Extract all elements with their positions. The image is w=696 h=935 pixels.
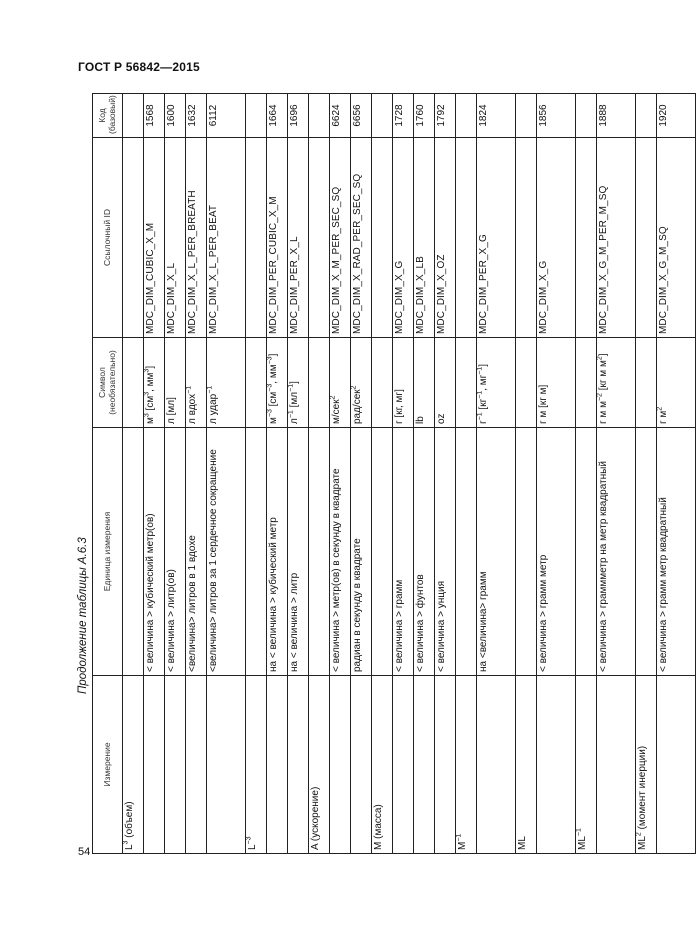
dimension-description: (объем) xyxy=(124,801,135,841)
cell-ref-id: MDC_DIM_X_G_M_PER_M_SQ xyxy=(597,138,636,338)
dimension-base: L xyxy=(124,844,135,850)
table-row xyxy=(372,94,393,854)
cell-dimension xyxy=(351,676,372,854)
table-row xyxy=(144,94,165,854)
cell-unit xyxy=(372,428,393,676)
table-row xyxy=(435,94,456,854)
cell-ref-id xyxy=(576,138,597,338)
cell-code: 1696 xyxy=(288,94,309,138)
cell-dimension xyxy=(246,676,267,854)
rotated-table-container xyxy=(92,94,669,854)
cell-unit: < величина > грамм xyxy=(393,428,414,676)
cell-symbol: л удар$^{-1}$ xyxy=(207,338,246,428)
cell-symbol: г [кг, мг] xyxy=(393,338,414,428)
cell-symbol xyxy=(636,338,657,428)
cell-ref-id xyxy=(456,138,477,338)
cell-unit: на <величина> грамм xyxy=(477,428,516,676)
table-row xyxy=(477,94,516,854)
cell-ref-id xyxy=(123,138,144,338)
cell-ref-id: MDC_DIM_X_G xyxy=(393,138,414,338)
cell-ref-id: MDC_DIM_X_M_PER_SEC_SQ xyxy=(330,138,351,338)
cell-symbol: рад/сек$^2$ xyxy=(351,338,372,428)
cell-code: 1856 xyxy=(537,94,576,138)
table-row xyxy=(657,94,696,854)
cell-code: 1728 xyxy=(393,94,414,138)
dimension-exponent: −1 xyxy=(455,833,463,842)
cell-symbol: л [мл] xyxy=(165,338,186,428)
table-row xyxy=(597,94,636,854)
cell-ref-id: MDC_DIM_X_L_PER_BEAT xyxy=(207,138,246,338)
cell-ref-id: MDC_DIM_X_RAD_PER_SEC_SQ xyxy=(351,138,372,338)
cell-code xyxy=(123,94,144,138)
dimension-base: ML xyxy=(517,836,528,850)
cell-unit xyxy=(636,428,657,676)
cell-code: 1632 xyxy=(186,94,207,138)
cell-symbol xyxy=(309,338,330,428)
cell-symbol xyxy=(456,338,477,428)
cell-ref-id: MDC_DIM_PER_X_G xyxy=(477,138,516,338)
dimension-base: ML xyxy=(637,836,648,850)
table-row xyxy=(537,94,576,854)
dimension-exponent: −1 xyxy=(575,828,583,837)
cell-symbol: $л^{-1}$ $[мл^{-1}]$ xyxy=(288,338,309,428)
cell-code xyxy=(456,94,477,138)
column-header-ref-id: Ссылочный ID xyxy=(93,138,123,338)
dimension-exponent: −3 xyxy=(245,836,253,845)
page-number: 54 xyxy=(78,846,91,858)
table-row xyxy=(414,94,435,854)
cell-code xyxy=(372,94,393,138)
cell-code: 6112 xyxy=(207,94,246,138)
cell-symbol: г м $м^{-2}$ [кг м $м^2$] xyxy=(597,338,636,428)
dimension-base: L xyxy=(247,844,258,850)
cell-ref-id: MDC_DIM_PER_X_L xyxy=(288,138,309,338)
column-header-symbol: Символ (необязательно) xyxy=(93,338,123,428)
cell-code: 1792 xyxy=(435,94,456,138)
column-header-dimension: Измерение xyxy=(93,676,123,854)
cell-ref-id: MDC_DIM_X_L_PER_BREATH xyxy=(186,138,207,338)
cell-dimension xyxy=(309,676,330,854)
cell-symbol: г м [кг м] xyxy=(537,338,576,428)
cell-ref-id xyxy=(309,138,330,338)
page-header: ГОСТ Р 56842—2015 xyxy=(78,60,200,74)
cell-code: 1824 xyxy=(477,94,516,138)
cell-dimension xyxy=(393,676,414,854)
cell-symbol xyxy=(123,338,144,428)
cell-unit: < величина > метр(ов) в секунду в квадрате xyxy=(330,428,351,676)
cell-ref-id: MDC_DIM_X_OZ xyxy=(435,138,456,338)
cell-unit xyxy=(246,428,267,676)
table-row xyxy=(636,94,657,854)
column-header-code: Код (базовый) xyxy=(93,94,123,138)
cell-dimension xyxy=(477,676,516,854)
cell-unit: < величина > грамм метр квадратный xyxy=(657,428,696,676)
table-caption: Продолжение таблицы А.6.3 xyxy=(77,537,89,694)
cell-ref-id xyxy=(516,138,537,338)
table-row xyxy=(186,94,207,854)
cell-code: 1600 xyxy=(165,94,186,138)
cell-code: 1568 xyxy=(144,94,165,138)
cell-ref-id xyxy=(372,138,393,338)
cell-dimension xyxy=(456,676,477,854)
cell-unit: <величина> литров за 1 сердечное сокращение xyxy=(207,428,246,676)
cell-code xyxy=(636,94,657,138)
cell-code: 1760 xyxy=(414,94,435,138)
cell-symbol xyxy=(516,338,537,428)
cell-code xyxy=(246,94,267,138)
cell-ref-id: MDC_DIM_X_LB xyxy=(414,138,435,338)
cell-unit: <величина> литров в 1 вдохе xyxy=(186,428,207,676)
cell-dimension xyxy=(636,676,657,854)
cell-dimension xyxy=(144,676,165,854)
cell-unit xyxy=(309,428,330,676)
cell-code xyxy=(576,94,597,138)
cell-unit: < величина > унция xyxy=(435,428,456,676)
cell-dimension xyxy=(288,676,309,854)
cell-ref-id: MDC_DIM_PER_CUBIC_X_M xyxy=(267,138,288,338)
cell-symbol: $г^{-1}$ [$кг^{-1}$, $мг^{-1}$] xyxy=(477,338,516,428)
cell-symbol xyxy=(246,338,267,428)
cell-dimension xyxy=(414,676,435,854)
cell-dimension xyxy=(330,676,351,854)
cell-dimension xyxy=(597,676,636,854)
cell-dimension xyxy=(123,676,144,854)
table-row xyxy=(309,94,330,854)
cell-dimension xyxy=(186,676,207,854)
dimension-exponent: 3 xyxy=(122,840,130,845)
cell-unit: < величина > грамм метр xyxy=(537,428,576,676)
cell-unit: < величина > литр(ов) xyxy=(165,428,186,676)
cell-symbol: л вдох$^{-1}$ xyxy=(186,338,207,428)
cell-unit xyxy=(576,428,597,676)
cell-unit: < величина > граммметр на метр квадратный xyxy=(597,428,636,676)
cell-code: 1664 xyxy=(267,94,288,138)
table-row xyxy=(576,94,597,854)
cell-dimension xyxy=(516,676,537,854)
cell-dimension xyxy=(576,676,597,854)
dimension-base: A (ускорение) xyxy=(310,786,321,850)
cell-dimension xyxy=(372,676,393,854)
cell-unit: радиан в секунду в квадрате xyxy=(351,428,372,676)
dimension-description: (момент инерции) xyxy=(637,745,648,833)
table-row xyxy=(351,94,372,854)
cell-unit: < величина > кубический метр(ов) xyxy=(144,428,165,676)
cell-dimension xyxy=(435,676,456,854)
table-row xyxy=(123,94,144,854)
cell-unit: < величина > фунтов xyxy=(414,428,435,676)
cell-symbol xyxy=(372,338,393,428)
cell-symbol: oz xyxy=(435,338,456,428)
table-row xyxy=(288,94,309,854)
cell-dimension xyxy=(165,676,186,854)
dimension-base: M xyxy=(457,841,468,850)
table-row xyxy=(165,94,186,854)
table-row xyxy=(330,94,351,854)
cell-unit xyxy=(456,428,477,676)
dimension-base: ML xyxy=(577,836,588,850)
table-header-row xyxy=(93,94,123,854)
table-row xyxy=(267,94,288,854)
cell-code: 6624 xyxy=(330,94,351,138)
cell-unit xyxy=(516,428,537,676)
cell-symbol: $м^3$ [$см^3$, $мм^3$] xyxy=(144,338,165,428)
cell-ref-id: MDC_DIM_X_G xyxy=(537,138,576,338)
cell-ref-id: MDC_DIM_CUBIC_X_M xyxy=(144,138,165,338)
table-row xyxy=(393,94,414,854)
cell-code: 6656 xyxy=(351,94,372,138)
cell-unit xyxy=(123,428,144,676)
table-row xyxy=(207,94,246,854)
cell-ref-id xyxy=(246,138,267,338)
cell-ref-id xyxy=(636,138,657,338)
cell-symbol: м/сек$^2$ xyxy=(330,338,351,428)
column-header-unit: Единица измерения xyxy=(93,428,123,676)
cell-ref-id: MDC_DIM_X_G_M_SQ xyxy=(657,138,696,338)
cell-dimension xyxy=(207,676,246,854)
dimension-exponent: 2 xyxy=(635,832,643,837)
cell-dimension xyxy=(267,676,288,854)
cell-symbol: $м^{-3}$ [$см^{-3}$, $мм^{-3}$] xyxy=(267,338,288,428)
cell-dimension xyxy=(537,676,576,854)
cell-symbol: г $м^2$ xyxy=(657,338,696,428)
table-row xyxy=(516,94,537,854)
table-row xyxy=(246,94,267,854)
table-row xyxy=(456,94,477,854)
cell-unit: на < величина > литр xyxy=(288,428,309,676)
units-table xyxy=(92,93,696,854)
cell-code xyxy=(309,94,330,138)
dimension-base: M (масса) xyxy=(373,804,384,850)
cell-symbol xyxy=(576,338,597,428)
cell-symbol: lb xyxy=(414,338,435,428)
cell-ref-id: MDC_DIM_X_L xyxy=(165,138,186,338)
table-body xyxy=(123,94,696,854)
cell-code: 1920 xyxy=(657,94,696,138)
cell-code: 1888 xyxy=(597,94,636,138)
cell-unit: на < величина > кубический метр xyxy=(267,428,288,676)
cell-dimension xyxy=(657,676,696,854)
cell-code xyxy=(516,94,537,138)
